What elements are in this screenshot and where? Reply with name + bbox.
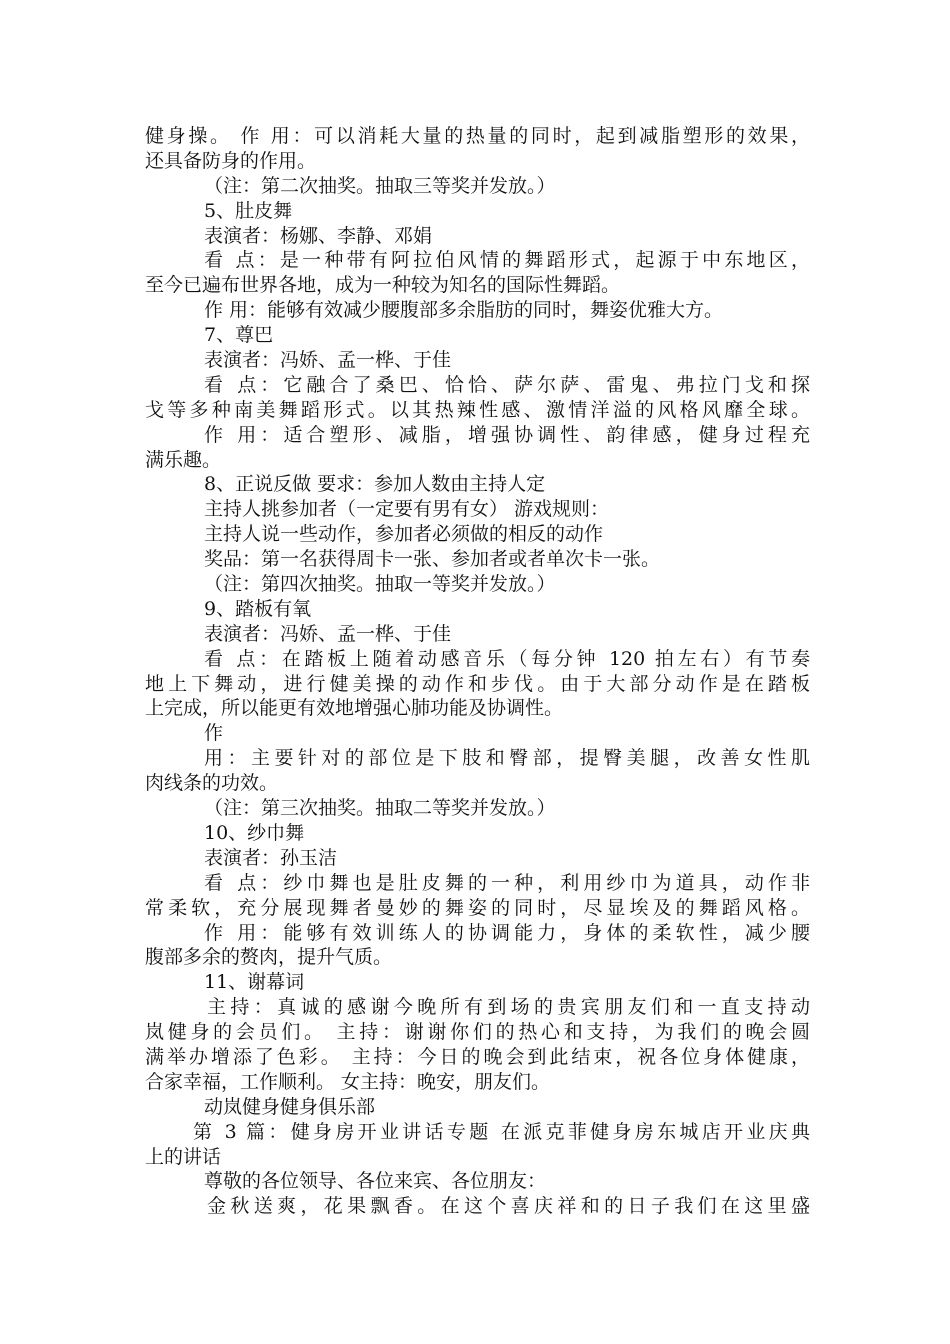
text-line: 健身操。 作 用：可以消耗大量的热量的同时，起到减脂塑形的效果， xyxy=(145,125,810,147)
text-line: 戈等多种南美舞蹈形式。以其热辣性感、激情洋溢的风格风靡全球。 xyxy=(145,398,810,421)
text-line: 岚健身的会员们。 主持：谢谢你们的热心和支持，为我们的晚会圆 xyxy=(145,1021,810,1044)
section-heading: 9、踏板有氧 xyxy=(204,597,312,620)
text-line: 作 用：能够有效训练人的协调能力，身体的柔软性，减少腰 xyxy=(204,921,810,944)
text-line: 作 用：适合塑形、减脂，增强协调性、韵律感，健身过程充 xyxy=(204,423,810,446)
chapter-heading: 第 3 篇：健身房开业讲话专题 在派克菲健身房东城店开业庆典 xyxy=(193,1120,810,1143)
text-line: 作 用：能够有效减少腰腹部多余脂肪的同时，舞姿优雅大方。 xyxy=(204,299,724,322)
text-line: 主持人挑参加者（一定要有男有女） 游戏规则： xyxy=(204,498,610,521)
section-heading: 7、尊巴 xyxy=(204,324,274,347)
section-heading: 8、正说反做 要求：参加人数由主持人定 xyxy=(204,473,546,496)
text-line: 主持人说一些动作，参加者必须做的相反的动作 xyxy=(204,523,604,546)
text-line: 看 点：在踏板上随着动感音乐（每分钟 120 拍左右）有节奏 xyxy=(204,647,810,670)
text-line: 腹部多余的赘肉，提升气质。 xyxy=(145,946,393,969)
section-heading: 5、肚皮舞 xyxy=(204,199,293,222)
note-line: （注：第三次抽奖。抽取二等奖并发放。） xyxy=(204,797,556,820)
text-line: 表演者：冯娇、孟一桦、于佳 xyxy=(204,349,452,372)
text-line: 奖品：第一名获得周卡一张、参加者或者单次卡一张。 xyxy=(204,548,661,571)
note-line: （注：第四次抽奖。抽取一等奖并发放。） xyxy=(204,573,556,596)
document-body xyxy=(145,124,810,1219)
text-line: 满举办增添了色彩。 主持：今日的晚会到此结束，祝各位身体健康， xyxy=(145,1045,810,1068)
section-heading: 11、谢幕词 xyxy=(204,971,305,994)
text-line: 主持：真诚的感谢今晚所有到场的贵宾朋友们和一直支持动 xyxy=(207,996,810,1019)
note-line: （注：第二次抽奖。抽取三等奖并发放。） xyxy=(204,174,556,197)
text-line: 表演者：冯娇、孟一桦、于佳 xyxy=(204,622,452,645)
text-line: 看 点：纱巾舞也是肚皮舞的一种，利用纱巾为道具，动作非 xyxy=(204,871,810,894)
text-line: 满乐趣。 xyxy=(145,448,222,471)
text-line: 作 xyxy=(204,722,224,745)
text-line: 尊敬的各位领导、各位来宾、各位朋友： xyxy=(204,1170,547,1193)
text-line: 看 点：它融合了桑巴、恰恰、萨尔萨、雷鬼、弗拉门戈和探 xyxy=(204,373,810,396)
signature-line: 动岚健身健身俱乐部 xyxy=(204,1095,376,1118)
text-line: 合家幸福，工作顺利。 女主持：晚安，朋友们。 xyxy=(145,1070,551,1093)
text-line: 看 点：是一种带有阿拉伯风情的舞蹈形式，起源于中东地区， xyxy=(204,249,810,272)
text-line: 表演者：杨娜、李静、邓娟 xyxy=(204,224,433,247)
text-line: 至今已遍布世界各地，成为一种较为知名的国际性舞蹈。 xyxy=(145,274,621,297)
section-heading: 10、纱巾舞 xyxy=(204,821,305,844)
text-line: 常柔软，充分展现舞者曼妙的舞姿的同时，尽显埃及的舞蹈风格。 xyxy=(145,896,810,919)
chapter-heading: 上的讲话 xyxy=(145,1145,222,1168)
text-line: 用：主要针对的部位是下肢和臀部，提臀美腿，改善女性肌 xyxy=(204,747,810,770)
text-line: 上完成，所以能更有效地增强心肺功能及协调性。 xyxy=(145,697,564,720)
text-line: 地上下舞动，进行健美操的动作和步伐。由于大部分动作是在踏板 xyxy=(145,672,810,695)
text-line: 表演者：孙玉洁 xyxy=(204,846,338,869)
text-line: 还具备防身的作用。 xyxy=(145,149,317,172)
text-line: 肉线条的功效。 xyxy=(145,772,279,795)
text-line: 金秋送爽，花果飘香。在这个喜庆祥和的日子我们在这里盛 xyxy=(207,1195,810,1218)
